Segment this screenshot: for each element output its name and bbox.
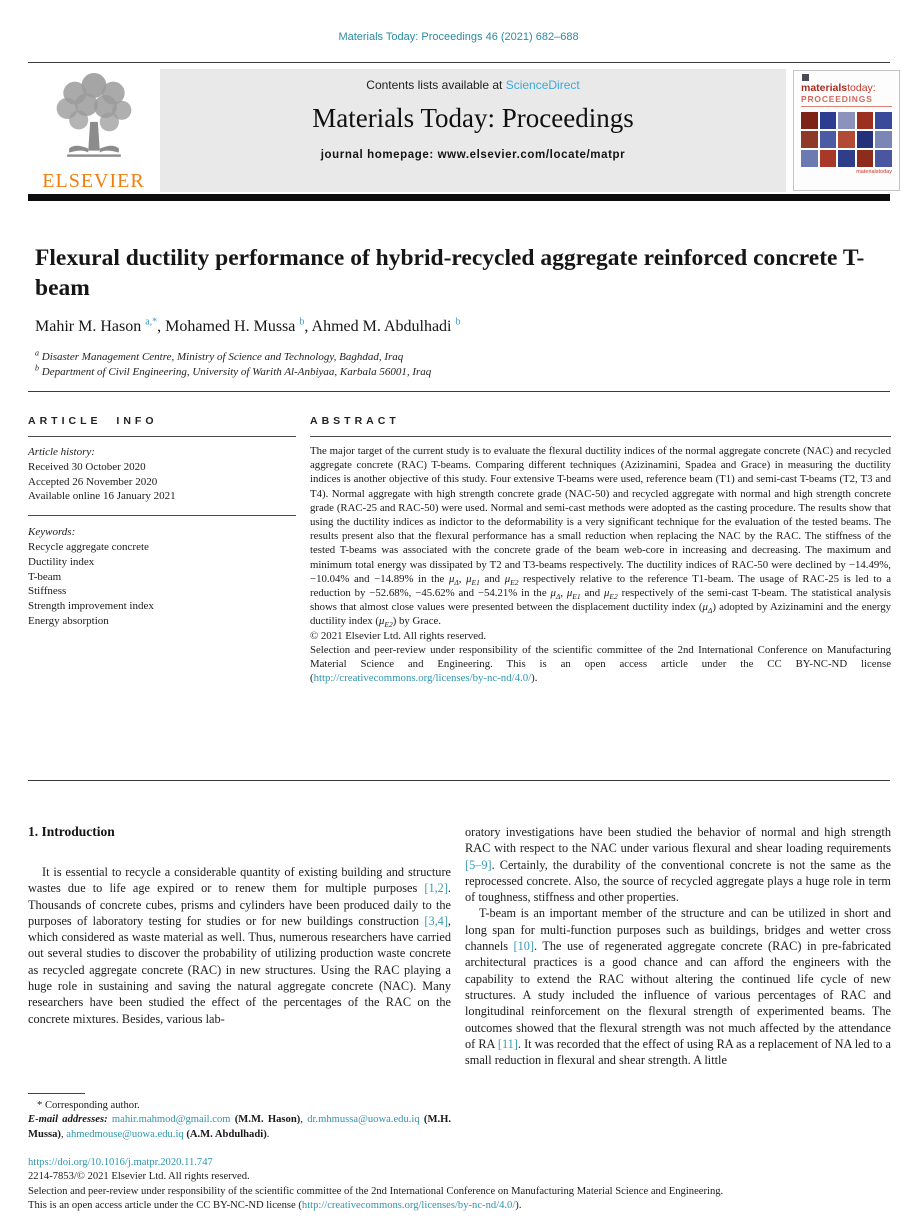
footer-license-line: This is an open access article under the CC BY-NC-ND license (http://creativecommons.org/licenses/by-nc-nd/4.0/). bbox=[28, 1199, 522, 1211]
mosaic-tile bbox=[838, 112, 855, 129]
doi-link[interactable]: https://doi.org/10.1016/j.matpr.2020.11.747 bbox=[28, 1157, 213, 1168]
issn-copyright-line: 2214-7853/© 2021 Elsevier Ltd. All rights reserved. bbox=[28, 1171, 250, 1183]
sciencedirect-link[interactable]: ScienceDirect bbox=[505, 78, 580, 92]
keyword-item: Ductility index bbox=[28, 555, 95, 568]
journal-homepage-link[interactable]: www.elsevier.com/locate/matpr bbox=[437, 149, 626, 161]
elsevier-tree-icon bbox=[46, 151, 142, 168]
affiliation-1: $^a$ Disaster Management Centre, Ministry of Science and Technology, Baghdad, Iraq bbox=[35, 348, 404, 363]
page-citation: Materials Today: Proceedings 46 (2021) 682–688 bbox=[338, 31, 579, 43]
mosaic-tile bbox=[857, 150, 874, 167]
mosaic-tile bbox=[857, 112, 874, 129]
affiliations bbox=[35, 350, 431, 379]
abstract-heading-rule bbox=[310, 436, 891, 437]
cover-brand bbox=[794, 81, 899, 94]
mosaic-tile bbox=[820, 112, 837, 129]
article-info-column bbox=[28, 415, 296, 629]
article-history-label: Article history: bbox=[28, 446, 95, 458]
page-footer bbox=[28, 1156, 890, 1213]
article-info-heading: ARTICLE INFO bbox=[28, 415, 158, 427]
mosaic-tile bbox=[838, 150, 855, 167]
cc-license-link-footer[interactable]: http://creativecommons.org/licenses/by-nc-nd/4.0/ bbox=[301, 1199, 516, 1211]
abstract-copyright: © 2021 Elsevier Ltd. All rights reserved. bbox=[310, 629, 487, 642]
cover-brand-bold: materials bbox=[801, 82, 848, 94]
footer-selection-line: Selection and peer-review under responsibility of the scientific committee of the 2nd International Conference on Manufacturing Material Science and Engineering. bbox=[28, 1185, 724, 1197]
keyword-item: Recycle aggregate concrete bbox=[28, 540, 149, 553]
citation-ref-10[interactable]: [10] bbox=[513, 939, 535, 954]
abstract-text: The major target of the current study is to evaluate the flexural ductility indices of the normal aggregate concrete (NAC) and recycled aggregate concrete (RAC) T-beams. Comparing different techniques (Azizinamini, Spadea and Grace) in measuring the ductility indices is another objective of this study. Four extensive T-beams were used, reference beam (T1) and semi-cast T-beams (T2, T3 and T4). Normal aggregate with high strength concrete grade (NAC-50) and recycled aggregate with normal and high strength concrete grade (RAC-25 and RAC-50) were used. Normal and semi-cast methods were adopted as the casting procedure. The results show that using the ductility indices as indictor to the deformability is a very significant technique for the evaluation of the tested beams. The results present also that the flexural performance has a small reduction when replacing the NAC by the RAC. The stiffness of the tested T-beams was associated with the concrete grade of the beam web-core in increasing and decreasing. The maximum and minimum total energy was dissipated by T2 and T3-beams respectively. The ductility indices of RAC-50 were declined by −14.49%, −10.04% and −14.89% in the $\mu_\Delta$, $\mu_{E1}$ and $\mu_{E2}$ respectively relative to the reference T1-beam. The usage of RAC-25 is led to a reduction by −52.68%, −45.62% and −54.21% in the $\mu_\Delta$, $\mu_{E1}$ and $\mu_{E2}$ respectively of the semi-cast T-beam. The statistical analysis shows that almost close values were presented between the displacement ductility index $(\mu_\Delta)$ adopted by Azizinamini and the energy ductility index $(\mu_{E2})$ by Grace. bbox=[310, 445, 891, 630]
citation-ref-1-2[interactable]: [1,2] bbox=[424, 881, 448, 896]
article-history-block bbox=[28, 445, 296, 504]
mosaic-tile bbox=[820, 150, 837, 167]
footnote-block bbox=[28, 1093, 451, 1142]
history-received: Received 30 October 2020 bbox=[28, 460, 146, 473]
intro-paragraph-right-1: oratory investigations have been studied the behavior of normal and high strength RAC with respect to the NAC under various flexural and shear loading requirements [5–9]. Certainly, the durability of the conventional concrete is not the same as the reprocessed concrete. Also, the source of recycled aggregate plays a huge role in term of toughness, stiffness and other properties. bbox=[465, 825, 891, 905]
keywords-block bbox=[28, 525, 296, 629]
keyword-item: Stiffness bbox=[28, 585, 67, 598]
intro-paragraph-left: It is essential to recycle a considerable quantity of existing building and structure wastes due to life age expired or to renew them for multiple purposes [1,2]. Thousands of concrete cubes, prisms and cylinders have been produced daily to the purposes of laboratory testing for studies or for new buildings construction [3,4], which considered as waste material as well. Thus, numerous researchers have carried out several studies to discover the probability of utilizing production waste concrete as recycled aggregate concrete (RAC) in new structures. Using the RAC playing a huge role in sustaining and saving the natural aggregate concrete (NAC). Many researchers have been studied the effect of the percentages of the RAC on the concrete mixtures. Besides, various lab- bbox=[28, 865, 451, 1026]
mosaic-tile bbox=[801, 150, 818, 167]
journal-cover-thumbnail bbox=[793, 70, 900, 191]
keyword-item: Energy absorption bbox=[28, 614, 109, 627]
mosaic-tile bbox=[801, 112, 818, 129]
authors-line: Mahir M. Hason $^{a,*}$, Mohamed H. Mussa $^b$, Ahmed M. Abdulhadi $^b$ bbox=[35, 316, 461, 335]
journal-homepage-line: journal homepage: www.elsevier.com/locate/matpr bbox=[320, 149, 626, 161]
email-hason[interactable]: mahir.mahmod@gmail.com bbox=[111, 1114, 231, 1126]
citation-ref-11[interactable]: [11] bbox=[497, 1036, 518, 1051]
cc-license-link[interactable]: http://creativecommons.org/licenses/by-nc-nd/4.0/ bbox=[313, 672, 532, 685]
abstract-column bbox=[310, 415, 891, 685]
email-mussa[interactable]: dr.mhmussa@uowa.edu.iq bbox=[307, 1114, 420, 1126]
footnote-rule bbox=[28, 1093, 85, 1094]
cover-brand-light: today: bbox=[847, 82, 876, 94]
intro-paragraph-right-2: T-beam is an important member of the structure and can be utilized in short and long span for multi-function purposes such as buildings, bridges and wetter cross channels [10]. The use of regenerated aggregate concrete (RAC) in pre-fabricated architectural practices is a good chance and can afford the engineers with the capability to extend the RAC without altering the continued life cycle of new structures. A study included the influence of various percentages of RAC and longitudinal reinforcement on the flexural strength of experimented beams. The outcomes showed that the flexural strength was not much affected by the attendance of RA [11]. It was recorded that the effect of using RA as a replacement of NA led to a small reduction in flexural and shear strength. A little bbox=[465, 906, 891, 1068]
elsevier-logo bbox=[30, 72, 157, 192]
mosaic-tile bbox=[820, 131, 837, 148]
mosaic-tile bbox=[875, 131, 892, 148]
mosaic-tile bbox=[875, 112, 892, 129]
history-available: Available online 16 January 2021 bbox=[28, 490, 176, 503]
keyword-item: Strength improvement index bbox=[28, 600, 154, 613]
abstract-heading: ABSTRACT bbox=[310, 415, 400, 427]
abstract-selection-note: Selection and peer-review under responsibility of the scientific committee of the 2nd International Conference on Manufacturing Material Science and Engineering. This is an open access article under the CC BY-NC-ND license (http://creativecommons.org/licenses/by-nc-nd/4.0/). bbox=[310, 643, 891, 685]
mosaic-tile bbox=[801, 131, 818, 148]
mosaic-tile bbox=[857, 131, 874, 148]
body-column-right bbox=[465, 824, 891, 1068]
intro-heading: 1. Introduction bbox=[28, 824, 115, 839]
body-column-left bbox=[28, 824, 451, 1027]
mosaic-tile bbox=[838, 131, 855, 148]
article-info-heading-rule bbox=[28, 436, 296, 437]
cover-divider bbox=[801, 106, 892, 107]
journal-title: Materials Today: Proceedings bbox=[312, 103, 634, 133]
cover-brand-sub: PROCEEDINGS bbox=[801, 94, 873, 104]
email-abdulhadi[interactable]: ahmedmouse@uowa.edu.iq bbox=[66, 1128, 184, 1140]
author-sup-abdulhadi: b bbox=[455, 316, 461, 328]
masthead-box bbox=[160, 69, 786, 192]
keyword-item: T-beam bbox=[28, 570, 62, 583]
author-sup-hason: a,* bbox=[145, 316, 158, 328]
elsevier-wordmark: ELSEVIER bbox=[42, 170, 145, 192]
cover-footer-text: materialstoday bbox=[856, 169, 892, 175]
citation-ref-5-9[interactable]: [5–9] bbox=[465, 857, 492, 872]
masthead-divider-bar bbox=[28, 194, 890, 201]
cover-publisher-icon bbox=[802, 74, 809, 81]
email-addresses-line: E-mail addresses: mahir.mahmod@gmail.com (M.M. Hason), dr.mhmussa@uowa.edu.iq (M.H. Mussa), ahmedmouse@uowa.edu.iq (A.M. Abdulhadi). bbox=[28, 1114, 451, 1140]
affiliation-2: $^b$ Department of Civil Engineering, University of Warith Al-Anbiyaa, Karbala 56001, Iraq bbox=[35, 362, 432, 378]
mosaic-tile bbox=[875, 150, 892, 167]
article-title: Flexural ductility performance of hybrid-recycled aggregate reinforced concrete T-beam bbox=[35, 245, 865, 301]
corresponding-author-note: * Corresponding author. bbox=[37, 1100, 140, 1111]
history-accepted: Accepted 26 November 2020 bbox=[28, 475, 158, 488]
cover-mosaic bbox=[801, 112, 892, 167]
article-info-divider bbox=[28, 515, 296, 516]
keywords-label: Keywords: bbox=[28, 526, 76, 539]
citation-ref-3-4[interactable]: [3,4] bbox=[424, 913, 448, 928]
top-divider bbox=[28, 62, 890, 63]
section-divider-bottom bbox=[28, 780, 890, 781]
section-divider-top bbox=[28, 391, 890, 392]
author-sup-mussa: b bbox=[299, 316, 305, 328]
contents-line: Contents lists available at ScienceDirect bbox=[366, 78, 580, 92]
